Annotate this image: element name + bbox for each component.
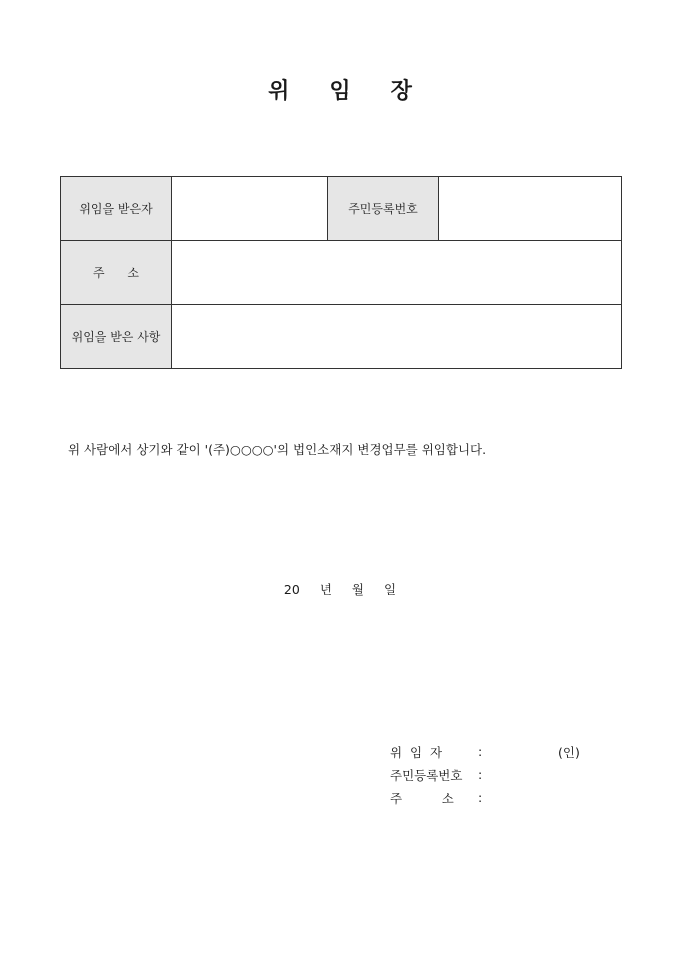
address-label: 주 소 — [61, 241, 172, 305]
date-year: 20 — [283, 582, 300, 597]
delegate-name-field[interactable] — [172, 177, 328, 241]
delegator-label: 위 임 자 — [390, 744, 443, 760]
delegated-matter-field[interactable] — [172, 305, 622, 369]
date-month-unit: 월 — [351, 582, 364, 597]
date-line — [0, 580, 680, 598]
colon: : — [478, 790, 483, 805]
rrn-row — [390, 763, 580, 786]
seal-mark: (인) — [558, 744, 580, 760]
table-row — [61, 305, 622, 369]
delegator-row — [390, 740, 580, 763]
document-title — [0, 74, 680, 105]
title-char: 임 — [329, 78, 351, 104]
date-year-unit: 년 — [319, 582, 332, 597]
rrn-field[interactable] — [439, 177, 622, 241]
delegated-matter-label: 위임을 받은 사항 — [61, 305, 172, 369]
title-char: 위 — [268, 78, 290, 104]
address-row — [390, 786, 580, 809]
table-row — [61, 241, 622, 305]
title-char: 장 — [390, 78, 412, 104]
signature-address-label: 주 소 — [390, 790, 454, 806]
signature-rrn-label: 주민등록번호 — [390, 767, 463, 783]
delegate-label: 위임을 받은자 — [61, 177, 172, 241]
table-row — [61, 177, 622, 241]
delegation-form-table — [60, 176, 622, 369]
rrn-label: 주민등록번호 — [328, 177, 439, 241]
delegation-statement: 위 사람에서 상기와 같이 '(주)○○○○'의 법인소재지 변경업무를 위임합니다. — [68, 442, 487, 457]
address-field[interactable] — [172, 241, 622, 305]
colon: : — [478, 767, 483, 782]
signature-block — [390, 740, 580, 809]
date-day-unit: 일 — [383, 582, 397, 597]
colon: : — [478, 744, 483, 759]
